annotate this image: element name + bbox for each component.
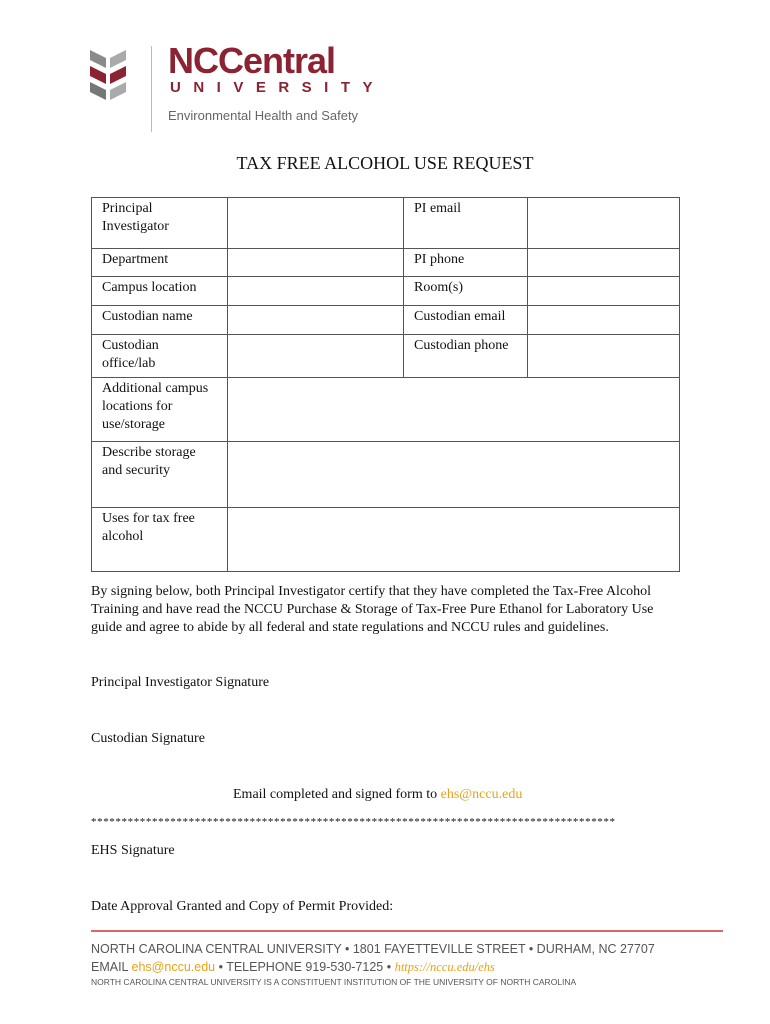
custodian-name-label: Custodian name — [92, 306, 228, 335]
pi-field[interactable] — [228, 198, 404, 249]
brand-subtitle: UNIVERSITY — [170, 79, 386, 96]
custodian-signature-label: Custodian Signature — [91, 731, 205, 746]
university-logo-icon — [88, 48, 144, 120]
campus-location-field[interactable] — [228, 277, 404, 306]
pi-email-label: PI email — [404, 198, 528, 249]
ehs-email-link[interactable]: ehs@nccu.edu — [440, 787, 523, 802]
custodian-office-field[interactable] — [228, 335, 404, 378]
additional-locations-label: Additional campus locations for use/storage — [92, 378, 228, 442]
pi-phone-field[interactable] — [528, 249, 680, 277]
logo-divider — [151, 46, 152, 132]
form-title: TAX FREE ALCOHOL USE REQUEST — [236, 153, 534, 173]
pi-label: Principal Investigator — [92, 198, 228, 249]
department-field[interactable] — [228, 249, 404, 277]
brand-name: NCCentral — [168, 40, 336, 81]
footer-email-link[interactable]: ehs@nccu.edu — [131, 960, 216, 974]
footer-address: NORTH CAROLINA CENTRAL UNIVERSITY • 1801 FAYETTEVILLE STREET • DURHAM, NC 27707 — [91, 942, 655, 956]
request-form-table — [91, 197, 680, 572]
storage-label: Describe storage and security — [92, 442, 228, 508]
pi-signature-label: Principal Investigator Signature — [91, 675, 270, 690]
pi-email-field[interactable] — [528, 198, 680, 249]
uses-label: Uses for tax free alcohol — [92, 508, 228, 572]
certification-text: By signing below, both Principal Investigator certify that they have completed the Tax-Free Alcohol Training and have read the NCCU Purchase & Storage of Tax-Free Pure Ethanol for Laboratory Use guide and agree to abide by all federal and state regulations and NCCU rules and guidelines. — [91, 584, 654, 635]
email-instruction-text: Email completed and signed form to — [233, 787, 441, 802]
email-instruction — [233, 786, 522, 804]
footer-contact — [91, 960, 495, 975]
additional-locations-field[interactable] — [228, 378, 680, 442]
custodian-office-label: Custodian office/lab — [92, 335, 228, 378]
storage-field[interactable] — [228, 442, 680, 508]
custodian-name-field[interactable] — [228, 306, 404, 335]
department-label: Department — [92, 249, 228, 277]
footer-phone: • TELEPHONE 919-530-7125 • — [215, 960, 395, 974]
custodian-phone-label: Custodian phone — [404, 335, 528, 378]
date-approval-label: Date Approval Granted and Copy of Permit Provided: — [91, 899, 394, 914]
pi-phone-label: PI phone — [404, 249, 528, 277]
department-name: Environmental Health and Safety — [168, 108, 359, 123]
campus-location-label: Campus location — [92, 277, 228, 306]
footer-email-label: EMAIL — [91, 960, 132, 974]
custodian-email-field[interactable] — [528, 306, 680, 335]
separator-line: ************************************************************************************** — [91, 816, 616, 828]
custodian-email-label: Custodian email — [404, 306, 528, 335]
footer-rule — [91, 930, 723, 932]
rooms-field[interactable] — [528, 277, 680, 306]
custodian-phone-field[interactable] — [528, 335, 680, 378]
rooms-label: Room(s) — [404, 277, 528, 306]
footer-constituent-note: NORTH CAROLINA CENTRAL UNIVERSITY IS A CONSTITUENT INSTITUTION OF THE UNIVERSITY OF NORTH CAROLINA — [91, 977, 577, 987]
footer-website-link[interactable]: https://nccu.edu/ehs — [394, 960, 495, 974]
uses-field[interactable] — [228, 508, 680, 572]
ehs-signature-label: EHS Signature — [91, 843, 175, 858]
